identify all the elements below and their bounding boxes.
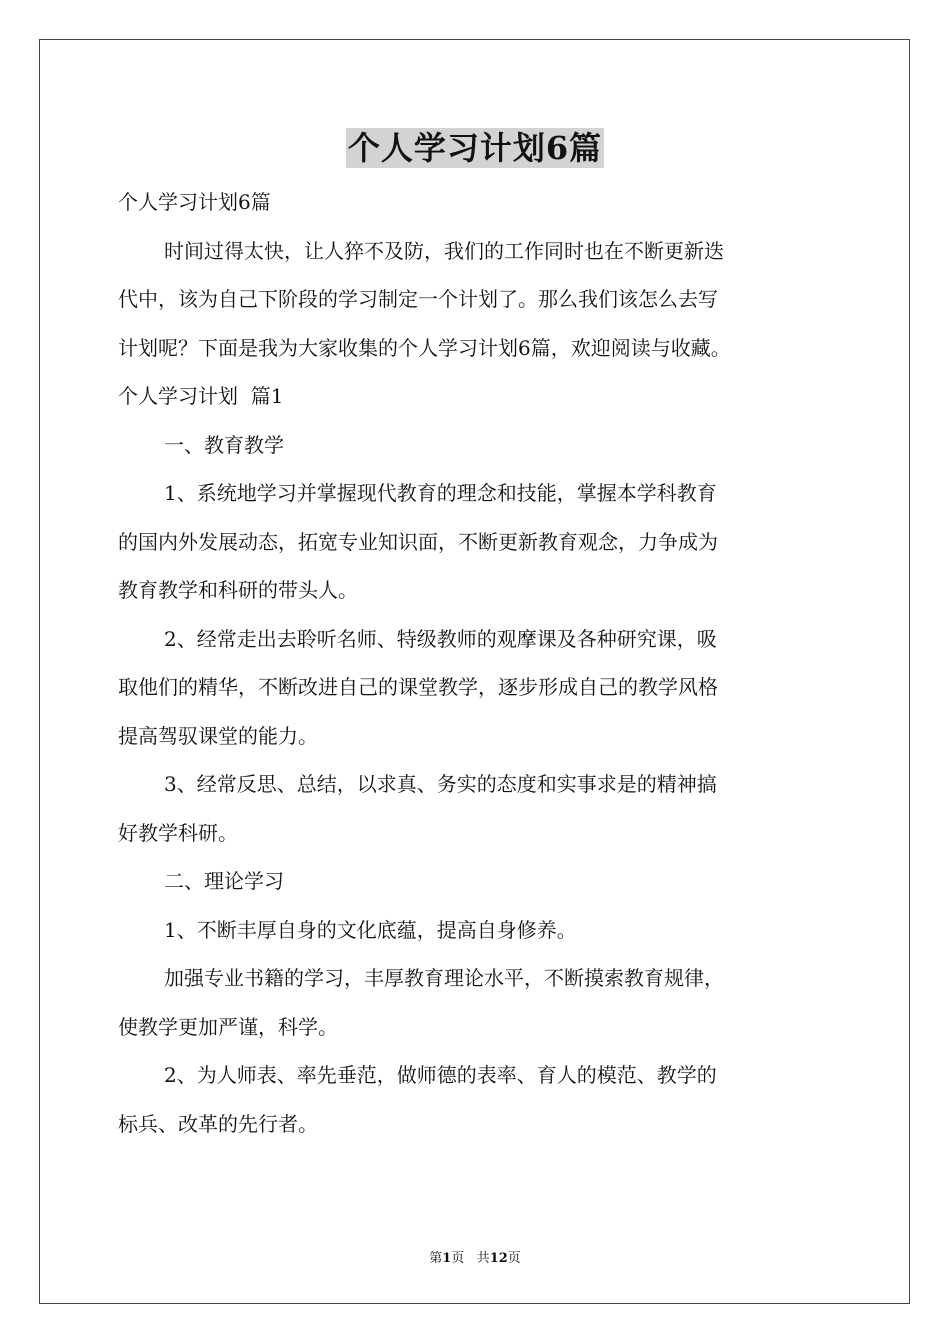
paragraph-line: 2、为人师表、率先垂范，做师德的表率、育人的模范、教学的 <box>164 1063 717 1087</box>
current-page-number: 1 <box>442 1251 452 1266</box>
paragraph-line: 教育教学和科研的带头人。 <box>118 578 358 602</box>
title-block <box>0 128 950 168</box>
footer-page-suffix: 页 <box>451 1251 465 1266</box>
paragraph-line: 提高驾驭课堂的能力。 <box>118 723 318 748</box>
intro-paragraph <box>118 227 838 373</box>
list-item <box>118 1051 838 1148</box>
section-heading: 二、理论学习 <box>164 869 284 893</box>
list-item <box>118 469 838 615</box>
paragraph-line: 标兵、改革的先行者。 <box>118 1111 318 1136</box>
section-heading: 一、教育教学 <box>164 432 284 457</box>
paragraph-line: 好教学科研。 <box>118 820 238 845</box>
paragraph-line: 2、经常走出去聆听名师、特级教师的观摩课及各种研究课，吸 <box>164 626 717 651</box>
footer-total-prefix: 共 <box>476 1251 490 1266</box>
body-paragraph <box>118 954 838 1051</box>
list-item <box>118 615 838 761</box>
paragraph-line: 代中，该为自己下阶段的学习制定一个计划了。那么我们该怎么去写 <box>118 287 718 311</box>
part-heading: 个人学习计划 篇1 <box>118 384 284 408</box>
paragraph-line: 使教学更加严谨，科学。 <box>118 1014 338 1039</box>
paragraph-line: 的国内外发展动态，拓宽专业知识面，不断更新教育观念，力争成为 <box>118 529 718 554</box>
total-page-count: 12 <box>489 1251 508 1266</box>
paragraph-line: 时间过得太快，让人猝不及防，我们的工作同时也在不断更新迭 <box>164 238 724 263</box>
list-item <box>118 760 838 857</box>
list-item: 1、不断丰厚自身的文化底蕴，提高自身修养。 <box>164 917 577 942</box>
paragraph-line: 1、系统地学习并掌握现代教育的理念和技能，掌握本学科教育 <box>164 481 717 505</box>
paragraph-line: 3、经常反思、总结，以求真、务实的态度和实事求是的精神搞 <box>164 772 717 796</box>
document-title: 个人学习计划6篇 <box>347 129 603 167</box>
paragraph-line: 取他们的精华，不断改进自己的课堂教学，逐步形成自己的教学风格 <box>118 675 718 699</box>
paragraph-line: 计划呢？下面是我为大家收集的个人学习计划6篇，欢迎阅读与收藏。 <box>118 335 731 360</box>
footer-total-suffix: 页 <box>507 1251 521 1266</box>
document-subtitle: 个人学习计划6篇 <box>118 190 271 214</box>
paragraph-line: 加强专业书籍的学习，丰厚教育理论水平，不断摸索教育规律， <box>164 966 724 990</box>
footer-prefix: 第 <box>429 1251 443 1266</box>
document-body <box>118 178 838 1148</box>
page-footer <box>0 1247 950 1266</box>
